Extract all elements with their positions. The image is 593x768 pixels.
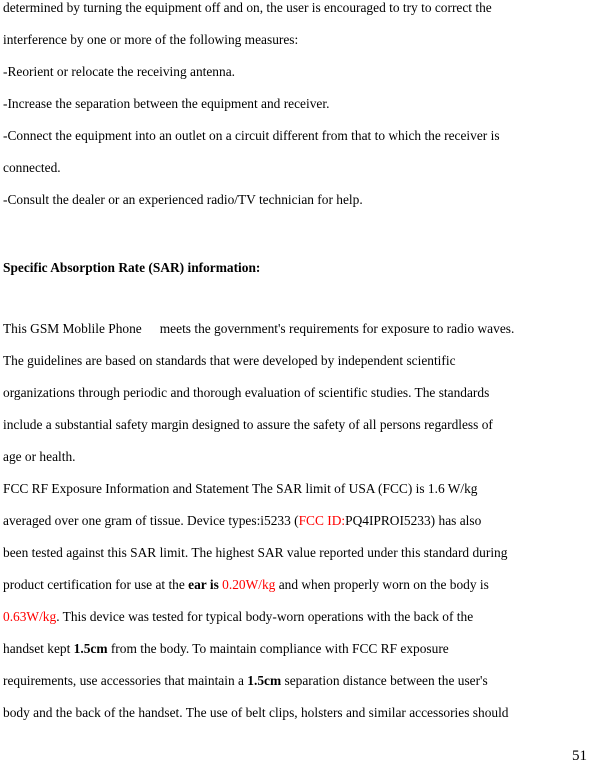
text-line: connected. <box>3 160 61 175</box>
text-span: This GSM Moblile Phone <box>3 321 142 336</box>
text-line: age or health. <box>3 449 76 464</box>
text-span: . This device was tested for typical body-worn operations with the back of the <box>56 609 474 624</box>
list-item: -Connect the equipment into an outlet on a circuit different from that to which the receiver is <box>3 128 500 143</box>
list-item: -Increase the separation between the equipment and receiver. <box>3 96 330 111</box>
text-line <box>3 673 488 689</box>
list-item: -Consult the dealer or an experienced radio/TV technician for help. <box>3 192 363 207</box>
text-span: averaged over one gram of tissue. Device types:i5233 ( <box>3 513 299 528</box>
text-line <box>3 321 514 337</box>
text-span: and when properly worn on the body is <box>275 577 489 592</box>
distance-value: 1.5cm <box>247 673 282 688</box>
text-line <box>3 641 449 657</box>
text-line: been tested against this SAR limit. The highest SAR value reported under this standard during <box>3 545 508 560</box>
page-number: 51 <box>572 748 587 764</box>
ear-sar-value: 0.20W/kg <box>222 577 276 592</box>
text-line: determined by turning the equipment off and on, the user is encouraged to try to correct the <box>3 0 492 15</box>
text-span: from the body. To maintain compliance with FCC RF exposure <box>107 641 449 656</box>
text-line <box>3 609 473 625</box>
text-line: interference by one or more of the following measures: <box>3 32 299 47</box>
ear-label: ear is <box>188 577 219 592</box>
text-span: PQ4IPROI5233) has also <box>345 513 482 528</box>
text-span: meets the government's requirements for exposure to radio waves. <box>159 321 515 336</box>
text-line: include a substantial safety margin designed to assure the safety of all persons regardless of <box>3 417 493 432</box>
text-line: FCC RF Exposure Information and Statement The SAR limit of USA (FCC) is 1.6 W/kg <box>3 481 478 496</box>
distance-value: 1.5cm <box>73 641 108 656</box>
fcc-id-label: FCC ID: <box>298 513 346 528</box>
section-heading: Specific Absorption Rate (SAR) information: <box>3 260 261 275</box>
text-span: product certification for use at the <box>3 577 189 592</box>
text-line <box>3 513 481 529</box>
text-span: handset kept <box>3 641 74 656</box>
list-item: -Reorient or relocate the receiving antenna. <box>3 64 235 79</box>
body-sar-value: 0.63W/kg <box>3 609 57 624</box>
text-span: separation distance between the user's <box>281 673 488 688</box>
text-line: The guidelines are based on standards that were developed by independent scientific <box>3 353 456 368</box>
text-line: body and the back of the handset. The use of belt clips, holsters and similar accessories should <box>3 705 509 720</box>
text-line: organizations through periodic and thorough evaluation of scientific studies. The standards <box>3 385 490 400</box>
text-span: requirements, use accessories that maintain a <box>3 673 248 688</box>
text-line <box>3 577 489 593</box>
